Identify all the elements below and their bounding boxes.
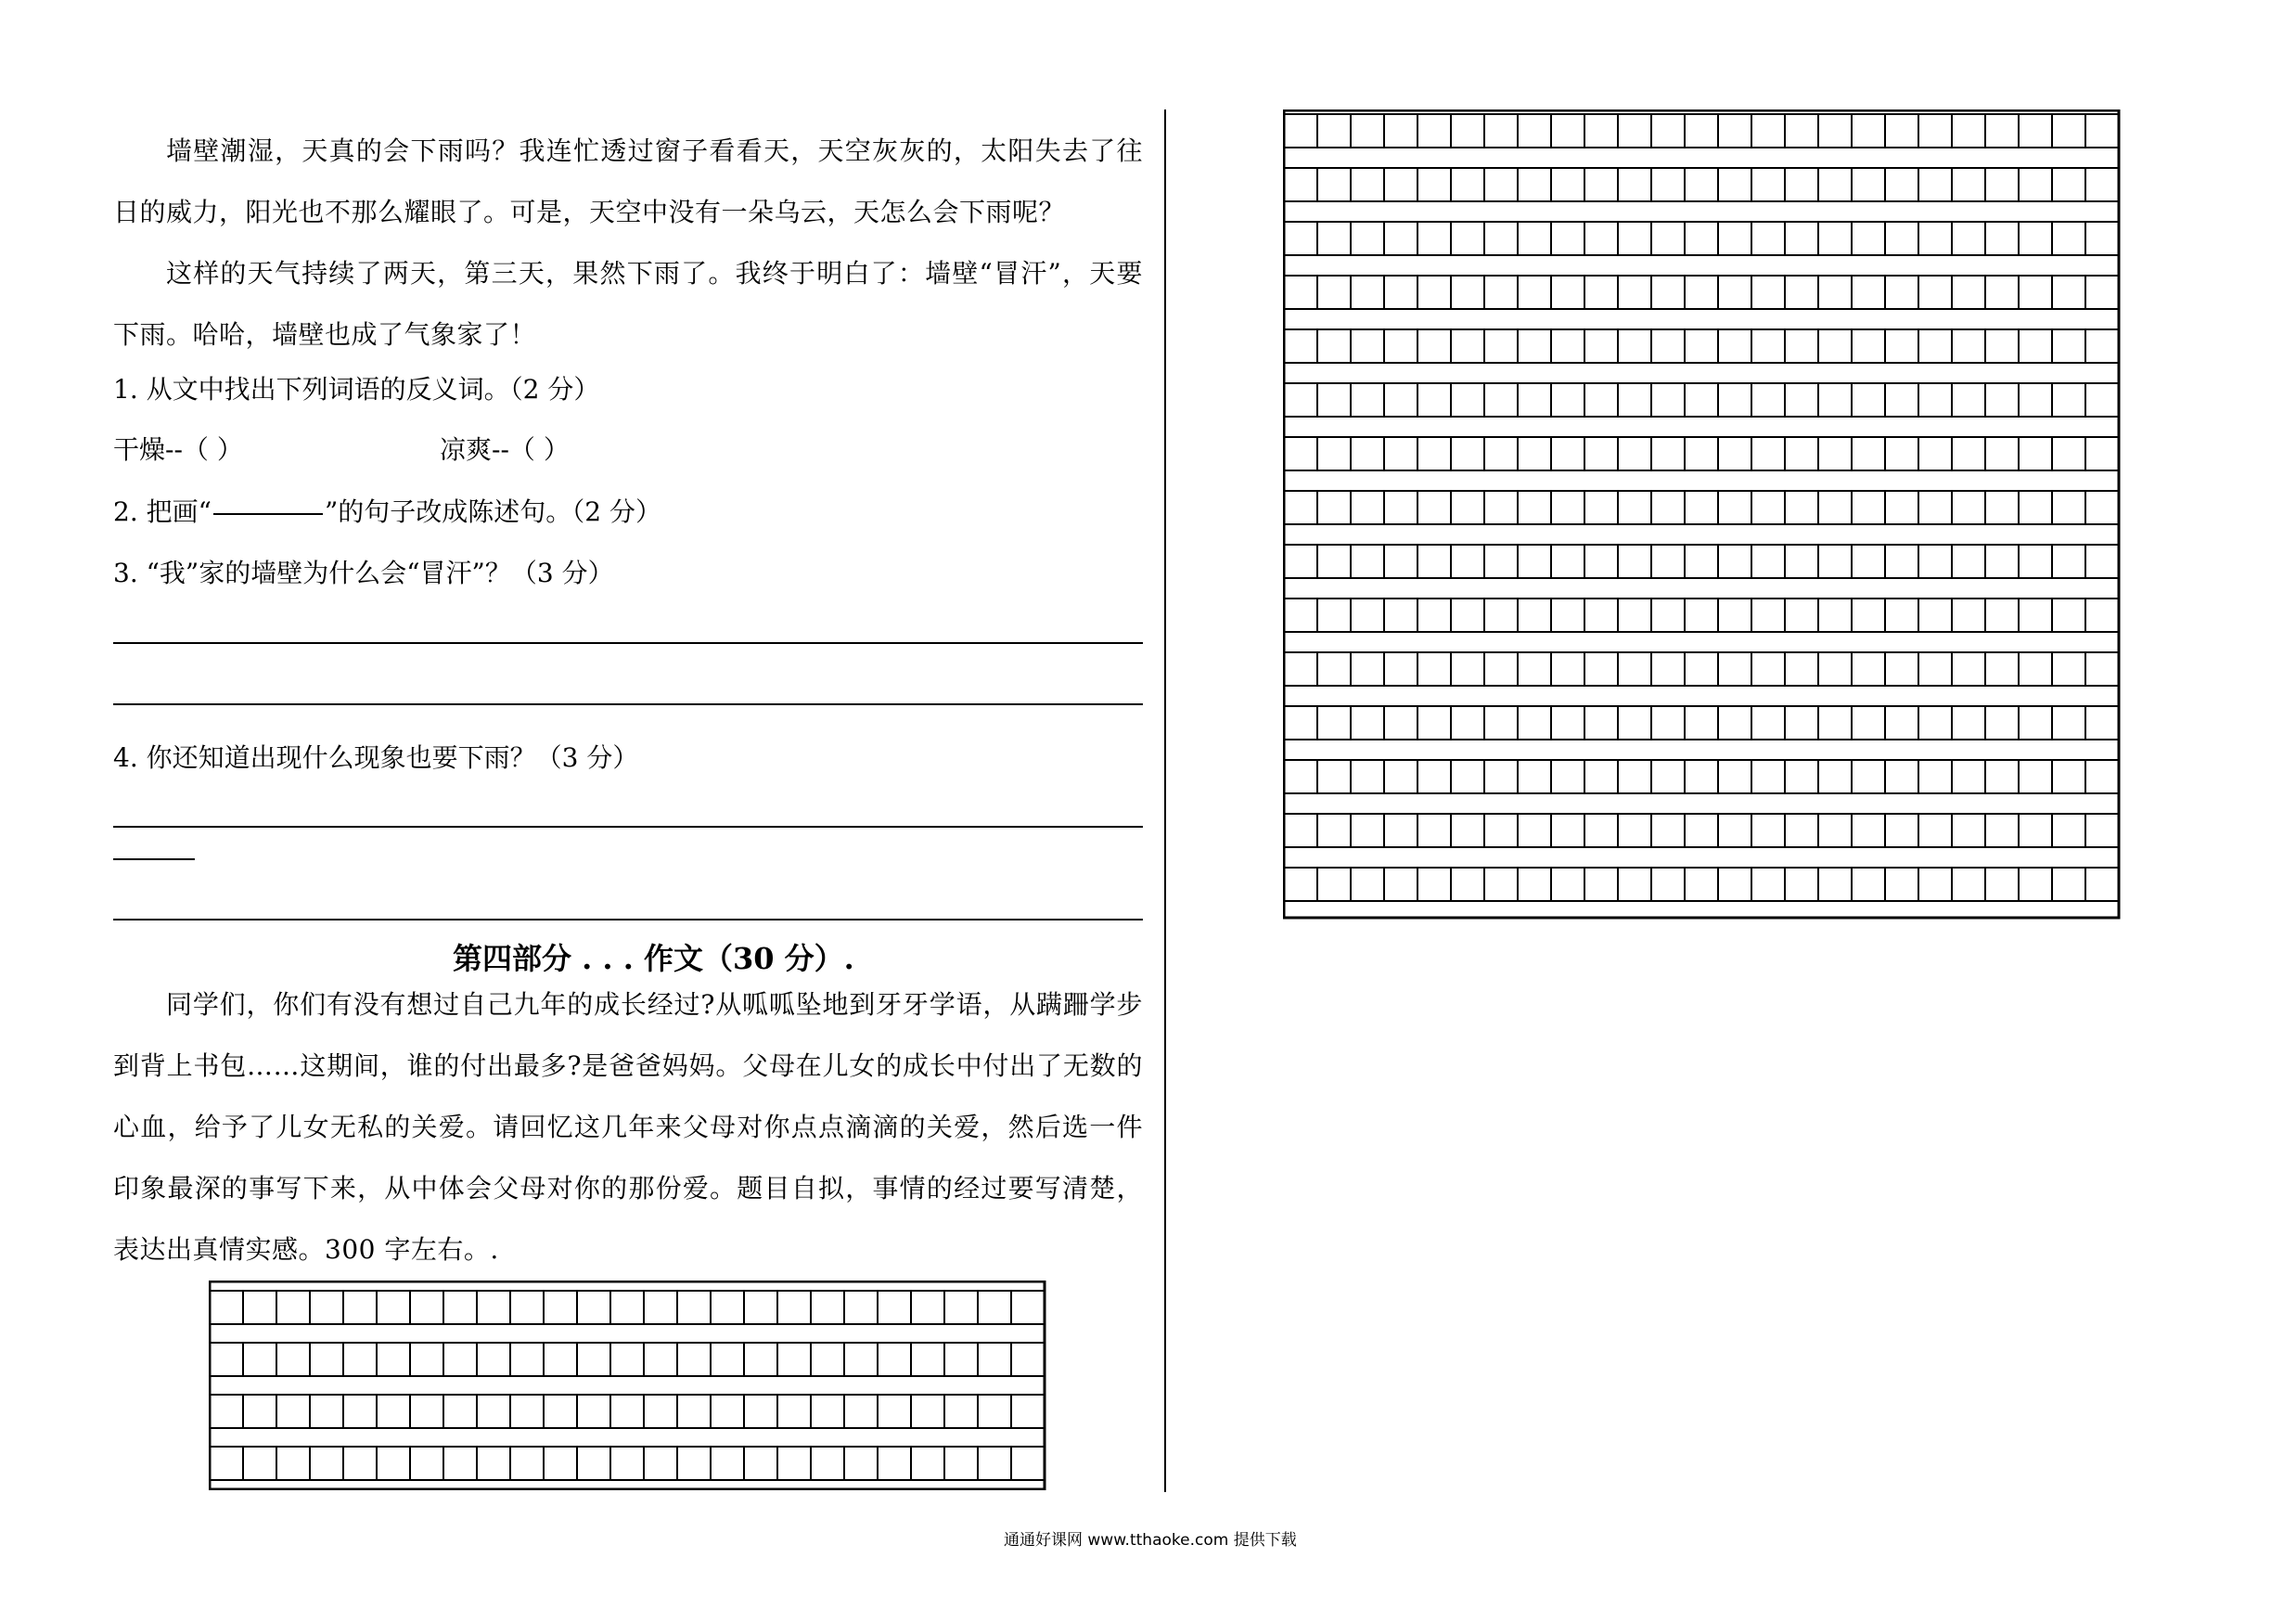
- reading-passage: [113, 121, 1143, 366]
- answer-line-4a[interactable]: [113, 826, 1143, 828]
- answer-line-4-short[interactable]: [113, 858, 195, 860]
- question-2-suffix: ”的句子改成陈述句。（2 分）: [324, 496, 661, 527]
- answer-line-3a[interactable]: [113, 642, 1143, 644]
- grid-border: [1284, 110, 2119, 918]
- writing-grid-right[interactable]: [1283, 109, 2122, 922]
- footer-credit: 通通好课网 www.tthaoke.com 提供下载: [1004, 1531, 1297, 1550]
- question-2-prefix: 2. 把画“: [113, 496, 212, 527]
- question-4: 4. 你还知道出现什么现象也要下雨？（3 分）: [113, 742, 639, 773]
- question-2: [113, 492, 661, 529]
- composition-prompt-text: 同学们，你们有没有想过自己九年的成长经过?从呱呱坠地到牙牙学语，从蹒跚学步到背上书包……这期间，谁的付出最多?是爸爸妈妈。父母在儿女的成长中付出了无数的心血，给予了儿女无私的关爱。请回忆这几年来父母对你点点滴滴的关爱，然后选一件印象最深的事写下来，从中体会父母对你的那份爱。题目自拟，事情的经过要写清楚，表达出真情实感。300 字左右。.: [113, 989, 1143, 1265]
- column-divider: [1164, 109, 1166, 1492]
- section-4-title: 第四部分 . . . 作文（30 分）.: [453, 941, 854, 976]
- question-3: 3. “我”家的墙壁为什么会“冒汗”？（3 分）: [113, 558, 614, 588]
- answer-line-4b[interactable]: [113, 919, 1143, 920]
- underline-sample: [213, 512, 323, 515]
- question-1: 1. 从文中找出下列词语的反义词。（2 分）: [113, 374, 600, 405]
- grid-border: [210, 1281, 1045, 1489]
- question-1-item-b: 凉爽--（ ）: [440, 434, 570, 465]
- question-1-item-a: 干燥--（ ）: [113, 434, 243, 465]
- passage-paragraph-2: 这样的天气持续了两天，第三天，果然下雨了。我终于明白了：墙壁“冒汗”，天要下雨。哈哈，墙壁也成了气象家了！: [113, 258, 1143, 350]
- writing-grid-left[interactable]: [209, 1281, 1047, 1490]
- answer-line-3b[interactable]: [113, 703, 1143, 705]
- passage-paragraph-1: 墙壁潮湿，天真的会下雨吗？我连忙透过窗子看看天，天空灰灰的，太阳失去了往日的威力，阳光也不那么耀眼了。可是，天空中没有一朵乌云，天怎么会下雨呢？: [113, 135, 1143, 227]
- composition-prompt: [113, 974, 1143, 1281]
